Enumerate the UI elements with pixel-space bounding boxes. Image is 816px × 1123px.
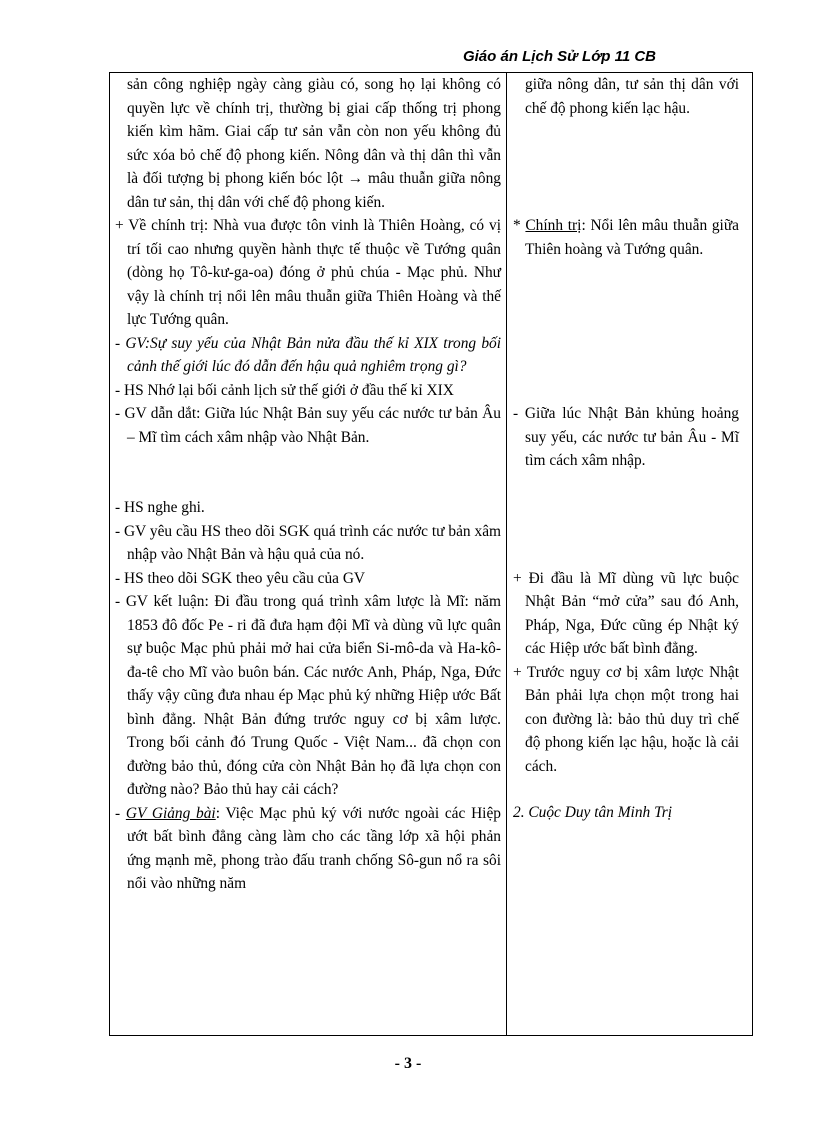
page-header: Giáo án Lịch Sử Lớp 11 CB (462, 48, 656, 65)
lecture-text: : Việc Mạc phủ ký với nước ngoài các Hiệp ướt bất bình đẳng càng làm cho các tầng lớp xã hội phản ứng mạnh mẽ, phong trào đấu tranh chống Sô-gun nổ ra sôi nổi vào những năm (127, 804, 501, 892)
paragraph: - HS Nhớ lại bối cảnh lịch sử thế giới ở đầu thế kỉ XIX (115, 381, 454, 399)
paragraph: sản công nghiệp ngày càng giàu có, song họ lại không có quyền lực về chính trị, thường bị giai cấp thống trị phong kiến kìm hãm. Giai cấp tư sản vẫn còn non yếu không đủ sức xóa bỏ chế độ phong kiến. Nông dân và thị dân thì vẫn là đối tượng bị phong kiến bóc lột → mâu thuẫn giữa nông dân tư sản, thị dân với chế độ phong kiến. (127, 76, 501, 211)
paragraph: + Về chính trị: Nhà vua được tôn vinh là Thiên Hoàng, có vị trí tối cao nhưng quyền hành thực tế thuộc về Tướng quân (dòng họ Tô-kư-ga-oa) đóng ở phủ chúa - Mạc phủ. Như vậy là chính trị nổi lên mâu thuẫn giữa Thiên Hoàng và thế lực Tướng quân. (115, 217, 501, 328)
section-heading: 2. Cuộc Duy tân Minh Trị (513, 804, 673, 821)
paragraph: - GV dẫn dắt: Giữa lúc Nhật Bản suy yếu các nước tư bản Âu – Mĩ tìm cách xâm nhập vào Nhật Bản. (115, 405, 501, 446)
paragraph (513, 214, 739, 261)
paragraph: - HS nghe ghi. (115, 499, 205, 516)
teacher-question: - GV:Sự suy yếu của Nhật Bản nửa đầu thế kỉ XIX trong bối cảnh thế giới lúc đó dẫn đến hậu quả nghiêm trọng gì? (115, 334, 501, 375)
lecture-label: GV Giảng bài (125, 804, 216, 822)
page-number: - 3 - (394, 1055, 422, 1072)
lesson-table (109, 72, 753, 1036)
politics-text: : Nổi lên mâu thuẫn giữa Thiên hoàng và Tướng quân. (525, 217, 740, 258)
paragraph: - HS theo dõi SGK theo yêu cầu của GV (115, 569, 366, 587)
teacher-student-activities-column (115, 73, 501, 896)
paragraph: - Giữa lúc Nhật Bản khủng hoảng suy yếu, các nước tư bản Âu - Mĩ tìm cách xâm nhập. (513, 405, 739, 469)
paragraph: + Đi đầu là Mĩ dùng vũ lực buộc Nhật Bản “mở cửa” sau đó Anh, Pháp, Nga, Đức cũng ép Nhật ký các Hiệp ước bất bình đẳng. (513, 569, 739, 657)
politics-label: Chính trị (525, 217, 582, 234)
paragraph: + Trước nguy cơ bị xâm lược Nhật Bản phải lựa chọn một trong hai con đường là: bảo thủ duy trì chế độ phong kiến lạc hậu, hoặc là cải cách. (513, 663, 739, 775)
paragraph: giữa nông dân, tư sản thị dân với chế độ phong kiến lạc hậu. (525, 76, 739, 117)
paragraph: - GV kết luận: Đi đầu trong quá trình xâm lược là Mĩ: năm 1853 đô đốc Pe - ri đã đưa hạm đội Mĩ và dùng vũ lực quân sự buộc Mạc phủ phải mở hai cửa biển Si-mô-da và Ha-kô-đa-tê cho Mĩ vào buôn bán. Các nước Anh, Pháp, Nga, Đức thấy vậy cũng đưa nhau ép Mạc phủ ký những Hiệp ước Bất bình đẳng. Nhật Bản đứng trước nguy cơ bị xâm lược. Trong bối cảnh đó Trung Quốc - Việt Nam... đã chọn con đường bảo thủ, đóng cửa còn Nhật Bản họ đã lựa chọn con đường nào? Bảo thủ hay cải cách? (115, 593, 501, 798)
bullet: * (513, 217, 526, 234)
column-divider (506, 73, 507, 1035)
bullet: - (115, 804, 126, 822)
paragraph: - GV yêu cầu HS theo dõi SGK quá trình các nước tư bản xâm nhập vào Nhật Bản và hậu quả của nó. (115, 522, 501, 563)
key-content-column (513, 73, 739, 825)
paragraph (115, 802, 501, 896)
